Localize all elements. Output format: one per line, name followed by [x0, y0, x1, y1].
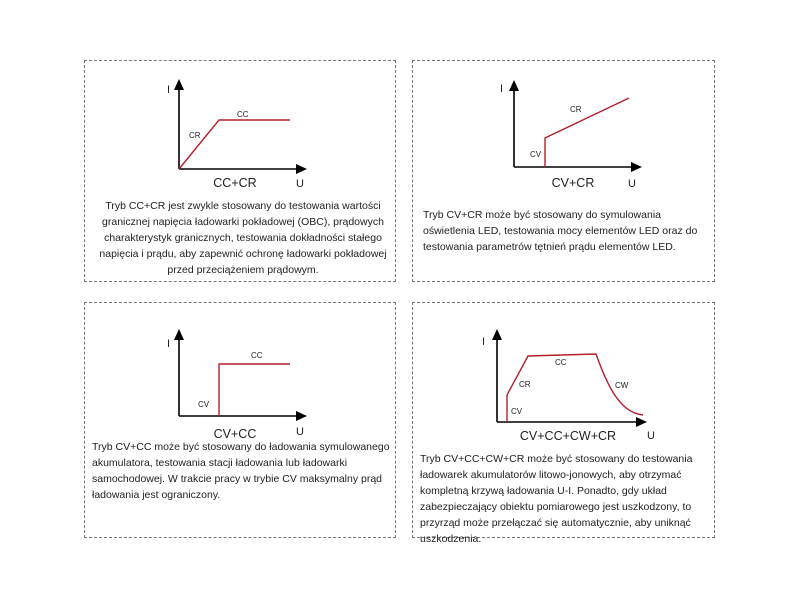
mode-description: Tryb CV+CC może być stosowany do ładowania symulowanego akumulatora, testowania stacji ładowania lub ładowarki samochodowej. W trakcie pracy w trybie CV maksymalny prąd ładowania jest ograniczony.	[92, 441, 390, 501]
segment-label-cr: CR	[519, 380, 531, 389]
x-axis-label: U	[296, 426, 304, 438]
x-axis-arrow	[631, 162, 642, 172]
y-axis-arrow	[174, 79, 184, 90]
segment-label-cc: CC	[237, 110, 249, 119]
characteristic-curve	[179, 120, 290, 169]
segment-label-cr: CR	[570, 105, 582, 114]
characteristic-curve	[545, 98, 629, 167]
y-axis-label: I	[167, 84, 171, 96]
x-axis-label: U	[647, 430, 655, 442]
mode-title: CC+CR	[213, 176, 257, 190]
segment-label-cc: CC	[555, 358, 567, 367]
characteristic-curve	[219, 364, 290, 416]
mode-panel-cv-cc	[84, 302, 396, 538]
mode-title: CV+CC	[213, 427, 257, 441]
iu-diagram-cv-cc	[85, 303, 397, 539]
mode-panel-cv-cc-cw-cr	[412, 302, 715, 545]
segment-label-cv: CV	[511, 407, 523, 416]
y-axis-arrow	[509, 80, 519, 91]
x-axis-arrow	[296, 164, 307, 174]
x-axis-label: U	[296, 178, 304, 190]
mode-title: CV+CC+CW+CR	[519, 429, 617, 443]
mode-title: CV+CR	[551, 176, 595, 190]
x-axis-arrow	[296, 411, 307, 421]
segment-label-cw: CW	[615, 381, 629, 390]
segment-label-cc: CC	[251, 351, 263, 360]
y-axis-label: I	[482, 336, 486, 348]
segment-label-cr: CR	[189, 131, 201, 140]
y-axis-arrow	[174, 329, 184, 340]
segment-label-cv: CV	[530, 150, 542, 159]
y-axis-arrow	[492, 329, 502, 340]
y-axis-label: I	[167, 338, 171, 350]
y-axis-label: I	[500, 83, 504, 95]
mode-description: Tryb CC+CR jest zwykle stosowany do testowania wartości granicznej napięcia ładowarki pokładowej (OBC), prądowych charakterystyk granicznych, testowania dokładności stałego napięcia i prądu, aby zapewnić ochronę ładowarki pokładowej przed przeciążeniem prądowym.	[99, 200, 387, 276]
mode-description: Tryb CV+CC+CW+CR może być stosowany do testowania ładowarek akumulatorów litowo-jonowych, aby otrzymać kompletną krzywą ładowania U-I. Ponadto, gdy układ zabezpieczający obiektu pomiarowego jest uszkodzony, to przyrząd może przełączać się automatycznie, aby uniknąć uszkodzenia.	[420, 453, 693, 545]
x-axis-arrow	[636, 417, 647, 427]
mode-panel-cc-cr	[84, 60, 396, 282]
segment-label-cv: CV	[198, 400, 210, 409]
mode-description: Tryb CV+CR może być stosowany do symulowania oświetlenia LED, testowania mocy elementów LED oraz do testowania parametrów tętnień prądu elementów LED.	[423, 209, 698, 253]
mode-panel-cv-cr	[412, 60, 715, 282]
x-axis-label: U	[628, 178, 636, 190]
